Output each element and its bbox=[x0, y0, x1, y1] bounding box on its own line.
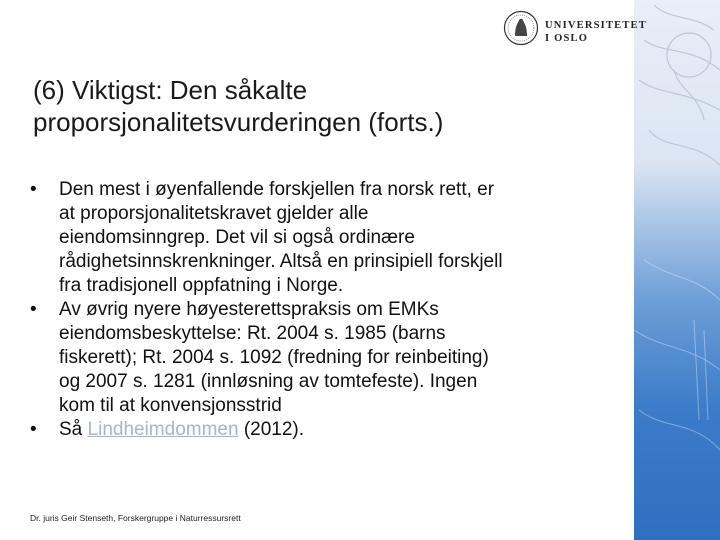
logo-text-line1: UNIVERSITETET bbox=[545, 20, 647, 31]
bullet-marker: • bbox=[30, 419, 37, 440]
lindheimdommen-link[interactable]: Lindheimdommen bbox=[87, 419, 239, 440]
bullet-line: eiendomsinngrep. Det vil si også ordinære bbox=[59, 227, 415, 248]
bullet-line: Av øvrig nyere høyesterettspraksis om EMKs bbox=[59, 299, 439, 320]
bullet-list bbox=[30, 178, 630, 442]
bullet-line: fra tradisjonell oppfatning i Norge. bbox=[59, 275, 344, 296]
bullet-marker: • bbox=[30, 179, 37, 200]
bullet-line: og 2007 s. 1281 (innløsning av tomtefeste). Ingen bbox=[59, 371, 478, 392]
bullet-line: rådighetsinnskrenkninger. Altså en prinsipiell forskjell bbox=[59, 251, 503, 272]
bullet-marker: • bbox=[30, 299, 37, 320]
bullet-item bbox=[30, 418, 630, 442]
slide-title bbox=[33, 74, 623, 138]
bullet-text-before: Så bbox=[59, 419, 88, 440]
bullet-line: kom til at konvensjonsstrid bbox=[59, 395, 282, 416]
decorative-side-band bbox=[634, 0, 720, 540]
bullet-item bbox=[30, 298, 630, 418]
university-seal-icon bbox=[503, 10, 539, 46]
bullet-line bbox=[59, 418, 630, 442]
slide-title-line2: proporsjonalitetsvurderingen (forts.) bbox=[33, 107, 444, 137]
logo-text-line2: I OSLO bbox=[545, 33, 589, 44]
bullet-line: eiendomsbeskyttelse: Rt. 2004 s. 1985 (barns bbox=[59, 323, 446, 344]
bullet-line: Den mest i øyenfallende forskjellen fra norsk rett, er bbox=[59, 179, 495, 200]
slide-title-line1: (6) Viktigst: Den såkalte bbox=[33, 75, 308, 105]
sculpture-relief-icon bbox=[634, 0, 720, 540]
bullet-line: fiskerett); Rt. 2004 s. 1092 (fredning for reinbeiting) bbox=[59, 347, 489, 368]
bullet-text-after: (2012). bbox=[238, 419, 305, 440]
bullet-item bbox=[30, 178, 630, 298]
university-logo bbox=[503, 10, 647, 54]
footer-author: Dr. juris Geir Stenseth, Forskergruppe i Naturressursrett bbox=[30, 513, 241, 523]
bullet-line: at proporsjonalitetskravet gjelder alle bbox=[59, 203, 369, 224]
